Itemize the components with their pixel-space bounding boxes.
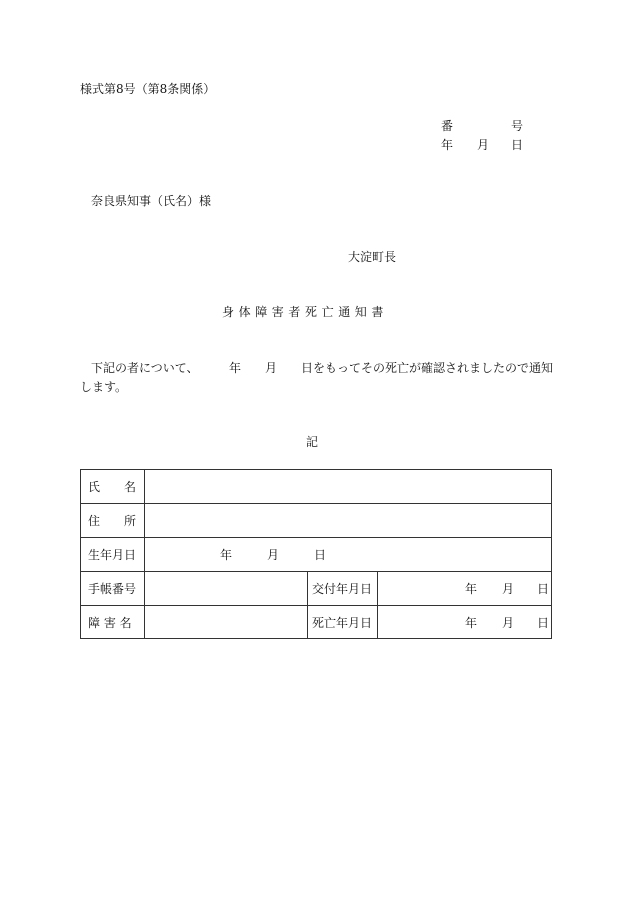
row-divider [81, 537, 551, 538]
address-label: 住 所 [88, 514, 137, 528]
issue-year: 年 [465, 582, 478, 596]
row-divider [81, 605, 551, 606]
document-number-label: 番 [441, 119, 454, 133]
issue-date-month: 月 [477, 138, 490, 152]
birth-day: 日 [314, 548, 327, 562]
issue-date-label: 交付年月日 [312, 582, 373, 596]
row-divider [81, 571, 551, 572]
sender: 大淀町長 [348, 250, 397, 264]
death-date-label: 死亡年月日 [312, 616, 373, 630]
date-label-column-divider [377, 571, 378, 638]
label-column-divider [144, 470, 145, 638]
addressee: 奈良県知事（氏名）様 [91, 194, 212, 208]
row-divider [81, 503, 551, 504]
disability-name-label: 障 害 名 [88, 616, 132, 630]
mid-column-divider [307, 571, 308, 638]
issue-date-year: 年 [441, 138, 454, 152]
body-line1-end: 日をもってその死亡が確認されましたので通知 [301, 361, 554, 375]
record-table [80, 469, 552, 639]
name-label: 氏 名 [88, 480, 137, 494]
form-number: 様式第8号（第8条関係） [80, 82, 216, 96]
death-month: 月 [502, 616, 515, 630]
birth-year: 年 [220, 548, 233, 562]
issue-day: 日 [537, 582, 550, 596]
death-day: 日 [537, 616, 550, 630]
body-year: 年 [229, 361, 242, 375]
body-month: 月 [265, 361, 278, 375]
document-number-suffix: 号 [511, 119, 524, 133]
birth-date-label: 生年月日 [88, 548, 137, 562]
issue-month: 月 [502, 582, 515, 596]
issue-date-day: 日 [511, 138, 524, 152]
handbook-number-label: 手帳番号 [88, 582, 137, 596]
death-year: 年 [465, 616, 478, 630]
birth-month: 月 [267, 548, 280, 562]
body-line1-start: 下記の者について、 [91, 361, 199, 375]
body-line2: します。 [80, 380, 128, 394]
ki-label: 記 [306, 435, 319, 449]
document-title: 身体障害者死亡通知書 [222, 305, 389, 319]
